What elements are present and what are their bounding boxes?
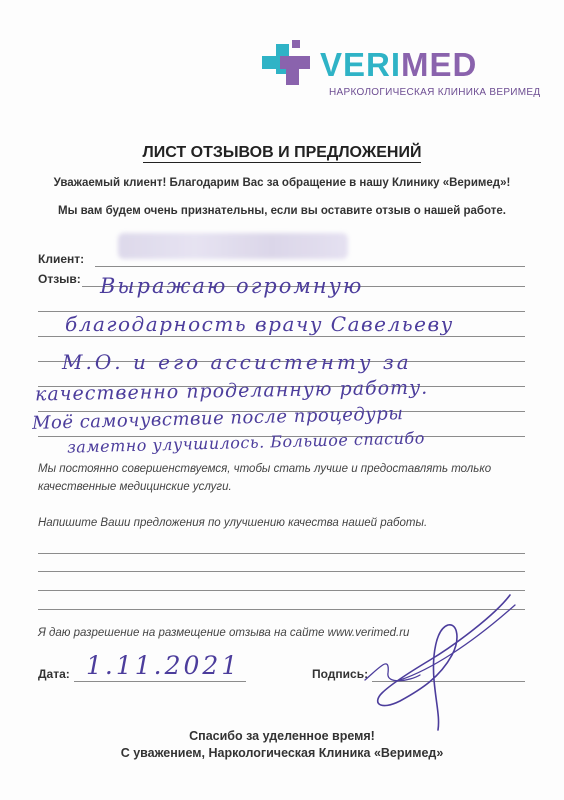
review-handwriting-line: благодарность врачу Савельеву <box>65 312 454 336</box>
handwritten-signature <box>360 585 540 735</box>
footer-regards: С уважением, Наркологическая Клиника «Веримед» <box>120 746 444 760</box>
logo-wordmark: VERIMED <box>320 46 478 83</box>
signature-label: Подпись: <box>312 667 369 681</box>
improvement-note-line: Мы постоянно совершенствуемся, чтобы стать лучше и предоставлять только <box>38 463 492 475</box>
intro-request: Мы вам будем очень признательны, если вы оставите отзыв о нашей работе. <box>57 205 507 217</box>
date-handwriting: 1.11.2021 <box>86 651 241 680</box>
review-handwriting-line: заметно улучшилось. Большое спасибо <box>66 428 426 457</box>
review-handwriting-line: качественно проделанную работу. <box>34 376 429 406</box>
logo-subtitle: НАРКОЛОГИЧЕСКАЯ КЛИНИКА ВЕРИМЕД <box>329 87 541 98</box>
review-line <box>38 336 525 337</box>
review-label: Отзыв: <box>38 272 81 286</box>
review-handwriting-line: Выражаю огромную <box>100 274 364 298</box>
logo-cross-icon <box>262 40 322 85</box>
review-handwriting-line: Моё самочувствие после процедуры <box>31 403 404 434</box>
review-handwriting-line: М.О. и его ассистенту за <box>62 350 412 374</box>
footer-thanks: Спасибо за уделенное время! <box>189 729 375 743</box>
permission-statement: Я даю разрешение на размещение отзыва на сайте www.verimed.ru <box>38 627 410 639</box>
date-label: Дата: <box>38 667 70 681</box>
suggestion-line <box>38 571 525 572</box>
client-label: Клиент: <box>38 252 85 266</box>
date-line <box>74 681 246 682</box>
suggestions-label: Напишите Ваши предложения по улучшению качества нашей работы. <box>38 517 428 529</box>
intro-greeting: Уважаемый клиент! Благодарим Вас за обращение в нашу Клинику «Веримед»! <box>53 177 511 189</box>
client-line <box>95 266 525 267</box>
suggestion-line <box>38 553 525 554</box>
form-title: ЛИСТ ОТЗЫВОВ И ПРЕДЛОЖЕНИЙ <box>142 144 422 161</box>
client-name-value <box>118 237 348 259</box>
improvement-note-line: качественные медицинские услуги. <box>38 481 232 493</box>
